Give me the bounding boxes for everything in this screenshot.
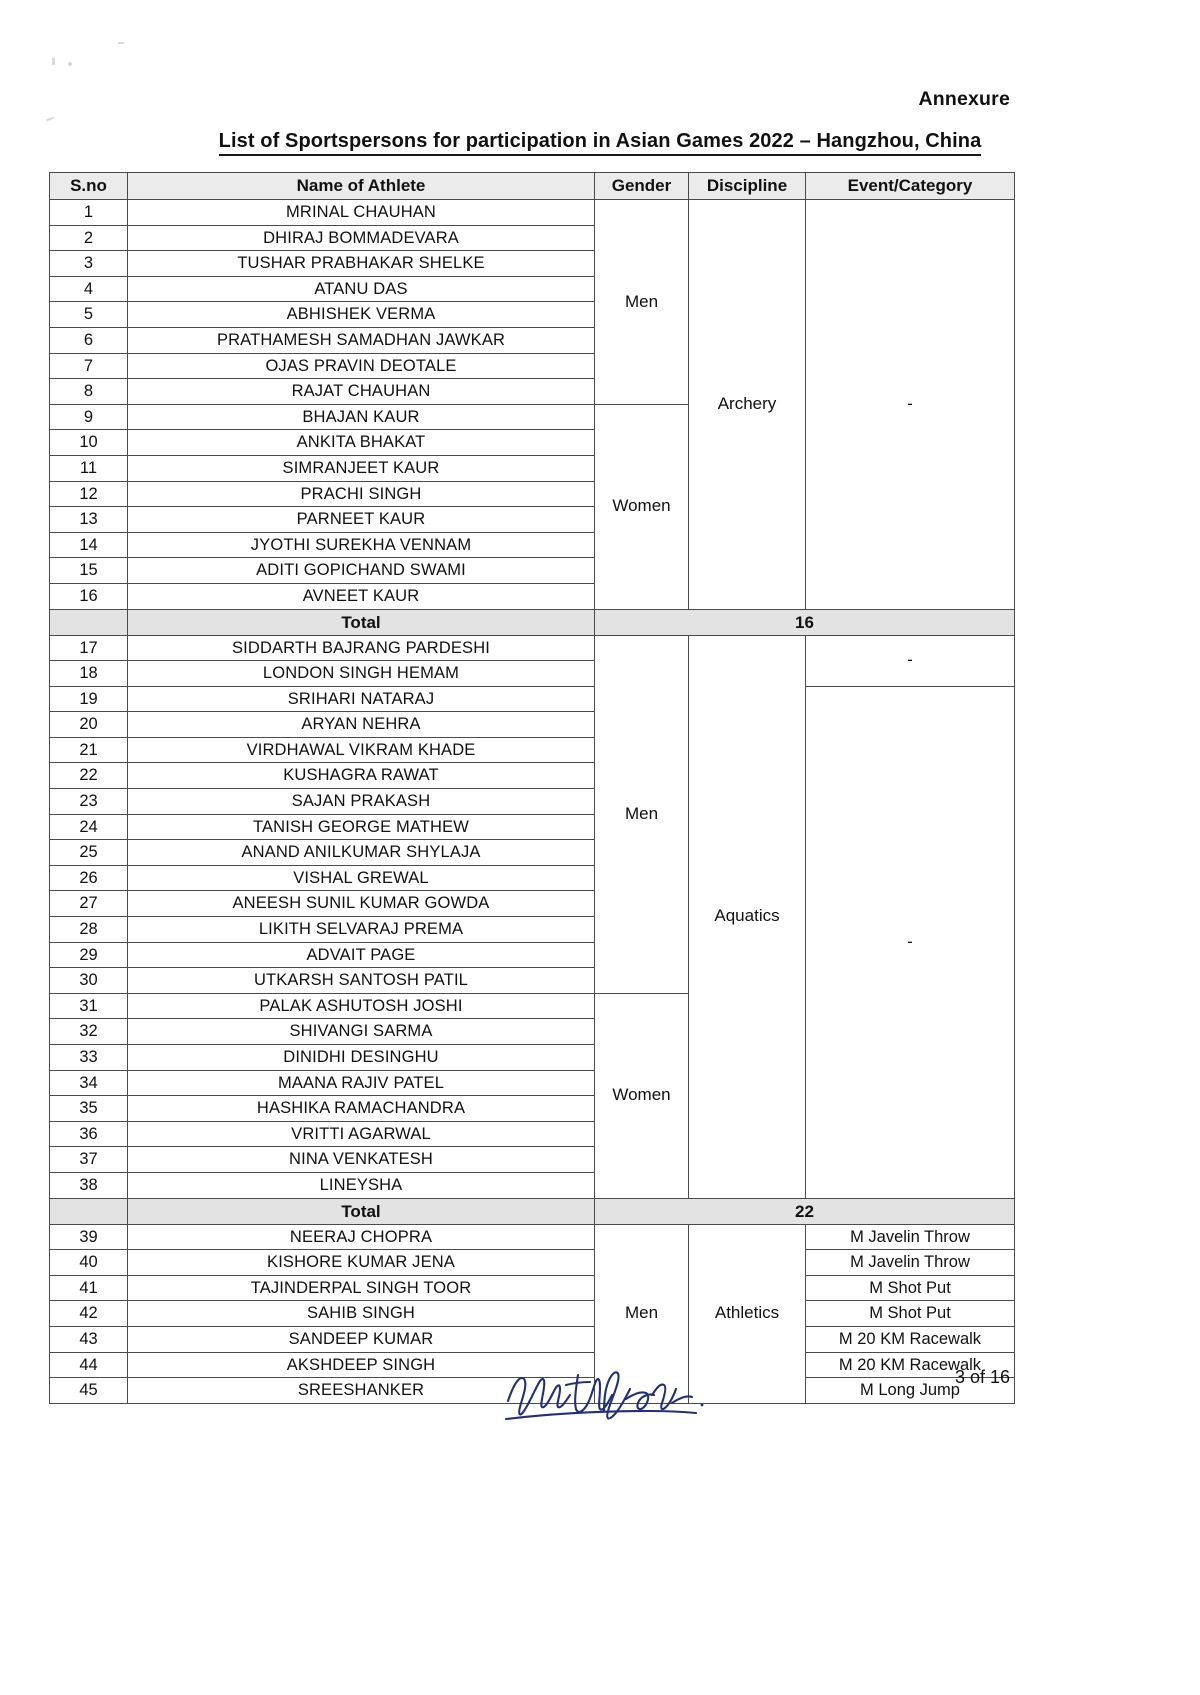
cell-athlete-name: OJAS PRAVIN DEOTALE xyxy=(128,353,595,379)
cell-event: - xyxy=(806,635,1015,686)
cell-athlete-name: TANISH GEORGE MATHEW xyxy=(128,814,595,840)
cell-athlete-name: ATANU DAS xyxy=(128,276,595,302)
cell-sno: 10 xyxy=(50,430,128,456)
cell-athlete-name: VISHAL GREWAL xyxy=(128,865,595,891)
cell-discipline: Aquatics xyxy=(689,635,806,1198)
cell-sno: 6 xyxy=(50,327,128,353)
cell-athlete-name: TUSHAR PRABHAKAR SHELKE xyxy=(128,251,595,277)
cell-sno: 4 xyxy=(50,276,128,302)
cell-athlete-name: SANDEEP KUMAR xyxy=(128,1326,595,1352)
cell-athlete-name: AKSHDEEP SINGH xyxy=(128,1352,595,1378)
column-header-discipline: Discipline xyxy=(689,173,806,200)
cell-sno: 37 xyxy=(50,1147,128,1173)
signature-ink xyxy=(500,1355,730,1445)
cell-athlete-name: ADVAIT PAGE xyxy=(128,942,595,968)
cell-athlete-name: PRATHAMESH SAMADHAN JAWKAR xyxy=(128,327,595,353)
cell-athlete-name: SRIHARI NATARAJ xyxy=(128,686,595,712)
cell-athlete-name: KISHORE KUMAR JENA xyxy=(128,1250,595,1276)
annexure-label: Annexure xyxy=(918,88,1010,110)
cell-athlete-name: SHIVANGI SARMA xyxy=(128,1019,595,1045)
cell-sno: 8 xyxy=(50,379,128,405)
cell-athlete-name: RAJAT CHAUHAN xyxy=(128,379,595,405)
cell-sno: 43 xyxy=(50,1326,128,1352)
cell-gender: Men xyxy=(595,1224,689,1403)
cell-sno: 9 xyxy=(50,404,128,430)
cell-athlete-name: UTKARSH SANTOSH PATIL xyxy=(128,968,595,994)
cell-sno: 23 xyxy=(50,789,128,815)
sportspersons-table xyxy=(49,172,1015,1404)
cell-athlete-name: NINA VENKATESH xyxy=(128,1147,595,1173)
cell-sno: 20 xyxy=(50,712,128,738)
cell-sno: 29 xyxy=(50,942,128,968)
cell-athlete-name: ANAND ANILKUMAR SHYLAJA xyxy=(128,840,595,866)
cell-event: M Javelin Throw xyxy=(806,1224,1015,1250)
column-header-name: Name of Athlete xyxy=(128,173,595,200)
cell-sno: 24 xyxy=(50,814,128,840)
cell-sno: 42 xyxy=(50,1301,128,1327)
cell-sno: 28 xyxy=(50,917,128,943)
cell-gender: Women xyxy=(595,993,689,1198)
cell-athlete-name: MRINAL CHAUHAN xyxy=(128,200,595,226)
column-header-event: Event/Category xyxy=(806,173,1015,200)
cell-athlete-name: SAJAN PRAKASH xyxy=(128,789,595,815)
total-value: 22 xyxy=(595,1198,1015,1224)
cell-sno: 30 xyxy=(50,968,128,994)
cell-sno: 14 xyxy=(50,532,128,558)
scan-speck xyxy=(52,58,55,65)
cell-sno: 40 xyxy=(50,1250,128,1276)
cell-sno: 5 xyxy=(50,302,128,328)
total-label: Total xyxy=(128,1198,595,1224)
cell-athlete-name: NEERAJ CHOPRA xyxy=(128,1224,595,1250)
cell-event: M Shot Put xyxy=(806,1275,1015,1301)
column-header-sno: S.no xyxy=(50,173,128,200)
cell-athlete-name: PRACHI SINGH xyxy=(128,481,595,507)
cell-athlete-name: LONDON SINGH HEMAM xyxy=(128,661,595,687)
table-row xyxy=(50,1301,1015,1327)
cell-athlete-name: MAANA RAJIV PATEL xyxy=(128,1070,595,1096)
page-title xyxy=(0,130,1200,156)
cell-sno: 18 xyxy=(50,661,128,687)
table-row xyxy=(50,635,1015,661)
cell-sno: 34 xyxy=(50,1070,128,1096)
cell-sno: 11 xyxy=(50,455,128,481)
cell-athlete-name: DHIRAJ BOMMADEVARA xyxy=(128,225,595,251)
cell-sno: 35 xyxy=(50,1096,128,1122)
cell-athlete-name: KUSHAGRA RAWAT xyxy=(128,763,595,789)
table-row xyxy=(50,1250,1015,1276)
column-header-gender: Gender xyxy=(595,173,689,200)
cell-sno: 17 xyxy=(50,635,128,661)
table-row xyxy=(50,1275,1015,1301)
scan-speck xyxy=(46,117,54,122)
scan-speck xyxy=(68,62,72,66)
cell-sno: 3 xyxy=(50,251,128,277)
cell-sno: 21 xyxy=(50,737,128,763)
cell-sno: 16 xyxy=(50,583,128,609)
cell-athlete-name: AVNEET KAUR xyxy=(128,583,595,609)
cell-athlete-name: SIMRANJEET KAUR xyxy=(128,455,595,481)
cell-sno: 25 xyxy=(50,840,128,866)
table-row xyxy=(50,1224,1015,1250)
total-spacer xyxy=(50,1198,128,1224)
cell-athlete-name: ANKITA BHAKAT xyxy=(128,430,595,456)
cell-sno: 32 xyxy=(50,1019,128,1045)
cell-event: M 20 KM Racewalk xyxy=(806,1352,1015,1378)
cell-event: M Long Jump xyxy=(806,1378,1015,1404)
total-spacer xyxy=(50,609,128,635)
cell-event: M Shot Put xyxy=(806,1301,1015,1327)
cell-sno: 39 xyxy=(50,1224,128,1250)
cell-sno: 31 xyxy=(50,993,128,1019)
cell-sno: 26 xyxy=(50,865,128,891)
table-body xyxy=(50,200,1015,1404)
cell-athlete-name: LIKITH SELVARAJ PREMA xyxy=(128,917,595,943)
cell-event: M 20 KM Racewalk xyxy=(806,1326,1015,1352)
cell-sno: 12 xyxy=(50,481,128,507)
page-number: 3 of 16 xyxy=(954,1367,1010,1387)
cell-sno: 45 xyxy=(50,1378,128,1404)
cell-sno: 7 xyxy=(50,353,128,379)
cell-athlete-name: PARNEET KAUR xyxy=(128,507,595,533)
total-row xyxy=(50,609,1015,635)
cell-sno: 36 xyxy=(50,1121,128,1147)
cell-gender: Women xyxy=(595,404,689,609)
page-title-text: List of Sportspersons for participation in Asian Games 2022 – Hangzhou, China xyxy=(219,130,982,156)
cell-discipline: Archery xyxy=(689,200,806,610)
cell-sno: 41 xyxy=(50,1275,128,1301)
cell-athlete-name: SIDDARTH BAJRANG PARDESHI xyxy=(128,635,595,661)
cell-athlete-name: ADITI GOPICHAND SWAMI xyxy=(128,558,595,584)
cell-gender: Men xyxy=(595,635,689,993)
cell-sno: 38 xyxy=(50,1172,128,1198)
cell-athlete-name: TAJINDERPAL SINGH TOOR xyxy=(128,1275,595,1301)
cell-athlete-name: ARYAN NEHRA xyxy=(128,712,595,738)
cell-sno: 33 xyxy=(50,1045,128,1071)
cell-athlete-name: PALAK ASHUTOSH JOSHI xyxy=(128,993,595,1019)
cell-athlete-name: ABHISHEK VERMA xyxy=(128,302,595,328)
total-value: 16 xyxy=(595,609,1015,635)
table-header-row xyxy=(50,173,1015,200)
cell-athlete-name: HASHIKA RAMACHANDRA xyxy=(128,1096,595,1122)
total-row xyxy=(50,1198,1015,1224)
cell-discipline: Athletics xyxy=(689,1224,806,1403)
total-label: Total xyxy=(128,609,595,635)
cell-sno: 1 xyxy=(50,200,128,226)
cell-event: - xyxy=(806,686,1015,1198)
table-row xyxy=(50,686,1015,712)
cell-athlete-name: JYOTHI SUREKHA VENNAM xyxy=(128,532,595,558)
cell-sno: 27 xyxy=(50,891,128,917)
cell-athlete-name: VIRDHAWAL VIKRAM KHADE xyxy=(128,737,595,763)
cell-gender: Men xyxy=(595,200,689,405)
cell-athlete-name: LINEYSHA xyxy=(128,1172,595,1198)
cell-sno: 44 xyxy=(50,1352,128,1378)
cell-athlete-name: SREESHANKER xyxy=(128,1378,595,1404)
cell-sno: 22 xyxy=(50,763,128,789)
cell-athlete-name: DINIDHI DESINGHU xyxy=(128,1045,595,1071)
cell-event: - xyxy=(806,200,1015,610)
cell-athlete-name: ANEESH SUNIL KUMAR GOWDA xyxy=(128,891,595,917)
cell-athlete-name: SAHIB SINGH xyxy=(128,1301,595,1327)
cell-event: M Javelin Throw xyxy=(806,1250,1015,1276)
cell-sno: 15 xyxy=(50,558,128,584)
cell-sno: 2 xyxy=(50,225,128,251)
cell-sno: 19 xyxy=(50,686,128,712)
cell-sno: 13 xyxy=(50,507,128,533)
table-row xyxy=(50,200,1015,226)
cell-athlete-name: VRITTI AGARWAL xyxy=(128,1121,595,1147)
cell-athlete-name: BHAJAN KAUR xyxy=(128,404,595,430)
handwritten-signature xyxy=(500,1355,730,1445)
table-row xyxy=(50,1326,1015,1352)
scan-speck xyxy=(118,42,124,44)
